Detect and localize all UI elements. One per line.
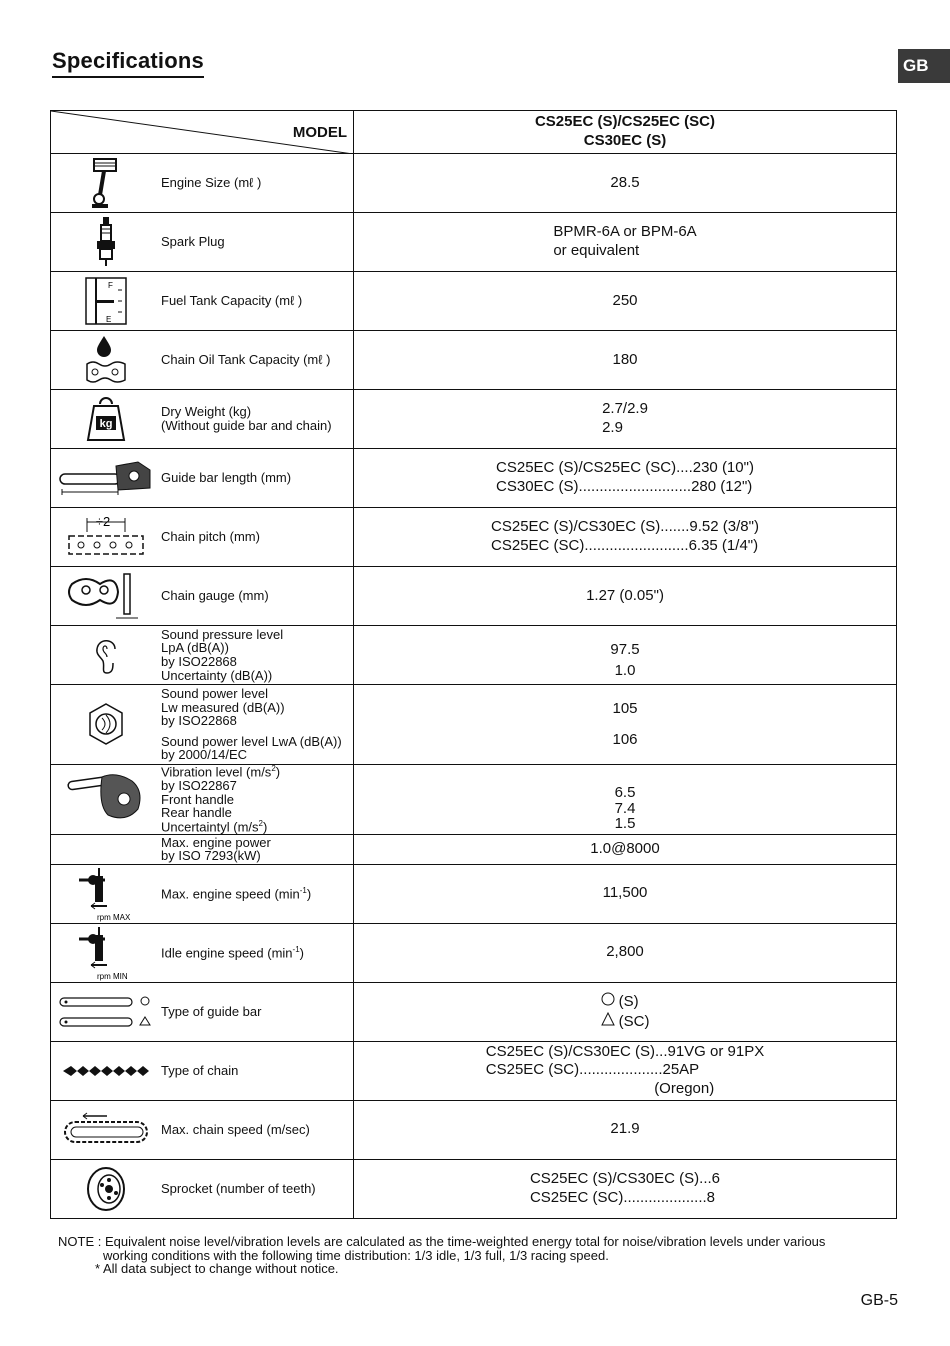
circle-symbol-icon <box>601 992 615 1006</box>
row-guide-bar-length <box>51 449 897 508</box>
vibration-value-1: 6.5 <box>614 783 636 801</box>
row-chain-speed <box>51 1100 897 1159</box>
chain-gauge-icon <box>51 570 161 622</box>
row-sprocket <box>51 1159 897 1218</box>
vibration-label-3: Front handle <box>161 791 234 807</box>
model-values <box>354 111 897 154</box>
row-spark-plug <box>51 213 897 272</box>
fuel-tank-value: 250 <box>354 272 897 331</box>
row-sound-power <box>51 685 897 765</box>
spark-plug-value-2: or equivalent <box>553 242 640 259</box>
weight-icon-text: kg <box>99 418 113 430</box>
sound-power-label-2: Lw measured (dB(A)) <box>161 699 285 715</box>
sound-power-label-1: Sound power level <box>161 685 268 701</box>
chain-oil-value: 180 <box>354 331 897 390</box>
vibration-value-2: 7.4 <box>614 799 636 817</box>
page-title: Specifications <box>52 48 204 78</box>
ear-icon <box>51 633 161 677</box>
chain-pitch-icon <box>51 514 161 560</box>
sound-pressure-label <box>161 628 283 683</box>
sound-pressure-value <box>354 626 897 685</box>
vibration-value <box>354 765 897 835</box>
sprocket-value-1: CS25EC (S)/CS30EC (S)...6 <box>529 1170 721 1188</box>
sound-power-value-2: 106 <box>612 730 638 748</box>
guide-bar-type-label: Type of guide bar <box>161 1004 262 1020</box>
chain-gauge-value: 1.27 (0.05") <box>354 567 897 626</box>
row-chain-pitch <box>51 508 897 567</box>
guide-bar-type-value <box>354 982 897 1041</box>
idle-speed-value: 2,800 <box>354 923 897 982</box>
vibration-label-1-text: Vibration level (m/s <box>161 764 272 780</box>
row-sound-pressure <box>51 626 897 685</box>
piston-icon <box>51 157 161 209</box>
idle-speed-label: Idle engine speed $(\min^{-1})$ <box>161 944 304 961</box>
chain-pitch-icon-text: ÷2 <box>95 514 111 529</box>
vibration-value-3: 1.5 <box>614 815 636 833</box>
vibration-label-1: Vibration level $(m/s^2)$ <box>161 764 281 780</box>
sound-power-icon <box>51 702 161 746</box>
crankshaft-min-icon <box>51 925 161 981</box>
guide-bar-type-value-1: (S) <box>618 993 639 1011</box>
engine-size-value: 28.5 <box>354 154 897 213</box>
max-power-value: 1.0@8000 <box>354 834 897 864</box>
row-chain-type <box>51 1041 897 1100</box>
row-chain-oil <box>51 331 897 390</box>
max-speed-value: 11,500 <box>354 864 897 923</box>
guide-bar-length-value-1: CS25EC (S)/CS25EC (SC)....230 (10") <box>496 459 754 477</box>
language-tab: GB <box>898 49 950 83</box>
max-power-label <box>161 836 271 863</box>
model-line-1: CS25EC (S)/CS25EC (SC) <box>534 113 716 131</box>
chain-type-value <box>354 1041 897 1100</box>
vibration-label-4: Rear handle <box>161 805 232 821</box>
model-header-cell <box>51 111 354 154</box>
dry-weight-value-2: 2.9 <box>602 419 623 436</box>
chainsaw-bar-icon <box>51 458 161 498</box>
sound-pressure-label-3: by ISO22868 <box>161 654 237 669</box>
idle-speed-caption: rpm MIN <box>97 971 128 981</box>
dry-weight-label-1: Dry Weight (kg) <box>161 404 252 420</box>
chain-pitch-label: Chain pitch (mm) <box>161 529 260 545</box>
triangle-symbol-icon <box>601 1012 615 1026</box>
dry-weight-value <box>354 390 897 449</box>
vibration-label <box>161 765 280 834</box>
fuel-gauge-icon <box>51 276 161 326</box>
model-label: MODEL <box>292 124 347 141</box>
header-row <box>51 111 897 154</box>
vibration-label-5-text: Uncertaintyl (m/s <box>161 819 259 835</box>
row-vibration <box>51 765 897 835</box>
sprocket-value <box>354 1159 897 1218</box>
oil-drop-chain-icon <box>51 334 161 386</box>
chainsaw-vibration-icon <box>51 771 161 827</box>
sound-power-label-5: by 2000/14/EC <box>161 747 248 763</box>
chain-pitch-value-2: CS25EC (SC).........................6.35 (1/4") <box>491 537 759 554</box>
chain-speed-icon <box>51 1110 161 1150</box>
engine-size-label: Engine Size (mℓ ) <box>161 175 262 191</box>
note-line-2: working conditions with the following time distribution: 1/3 idle, 1/3 full, 1/3 racing speed. <box>103 1247 609 1263</box>
chain-type-value-3: (Oregon) <box>654 1080 715 1098</box>
spark-plug-value-1: BPMR-6A or BPM-6A <box>553 223 697 241</box>
sound-power-label <box>161 687 342 762</box>
fuel-icon-f: F <box>108 281 113 290</box>
fuel-icon-e: E <box>106 315 112 324</box>
guide-bar-type-value-2: (SC) <box>618 1012 650 1030</box>
sound-pressure-value-1: 97.5 <box>610 641 640 659</box>
sound-pressure-label-4: Uncertainty (dB(A)) <box>161 667 273 683</box>
guide-bar-types-icon <box>51 992 161 1032</box>
sound-power-value-1: 105 <box>612 699 638 717</box>
row-dry-weight <box>51 390 897 449</box>
chain-type-label: Type of chain <box>161 1063 239 1079</box>
page-number: GB-5 <box>860 1292 898 1309</box>
spark-plug-icon <box>51 216 161 268</box>
row-idle-speed <box>51 923 897 982</box>
guide-bar-length-label: Guide bar length (mm) <box>161 470 292 486</box>
sprocket-icon <box>51 1165 161 1213</box>
chain-speed-label: Max. chain speed (m/sec) <box>161 1122 310 1138</box>
vibration-label-5: Uncertaintyl $(m/s^2)$ <box>161 818 268 835</box>
sound-power-value <box>354 685 897 765</box>
max-power-label-1: Max. engine power <box>161 834 271 850</box>
specifications-table <box>50 110 897 1219</box>
dry-weight-label-2: (Without guide bar and chain) <box>161 418 332 433</box>
chain-oil-label: Chain Oil Tank Capacity (mℓ ) <box>161 352 331 368</box>
dry-weight-value-1: 2.7/2.9 <box>602 400 648 418</box>
fuel-tank-label: Fuel Tank Capacity (mℓ ) <box>161 293 303 309</box>
footnote <box>58 1235 898 1276</box>
row-chain-gauge <box>51 567 897 626</box>
chain-gauge-label: Chain gauge (mm) <box>161 588 269 604</box>
chain-icon <box>51 1063 161 1079</box>
max-speed-label-text: Max. engine speed (min <box>161 886 300 902</box>
guide-bar-length-value <box>354 449 897 508</box>
max-speed-caption: rpm MAX <box>97 912 131 922</box>
sound-power-label-3: by ISO22868 <box>161 713 237 729</box>
sound-pressure-label-2: LpA (dB(A)) <box>161 640 229 656</box>
crankshaft-max-icon <box>51 866 161 922</box>
note-line-3: * All data subject to change without notice. <box>95 1261 339 1277</box>
row-fuel-tank <box>51 272 897 331</box>
max-power-label-2: by ISO 7293(kW) <box>161 848 261 864</box>
sprocket-value-2: CS25EC (SC)....................8 <box>529 1188 716 1206</box>
chain-type-value-1: CS25EC (S)/CS30EC (S)...91VG or 91PX <box>485 1042 765 1060</box>
weight-icon <box>51 394 161 444</box>
chain-pitch-value-1: CS25EC (S)/CS30EC (S).......9.52 (3/8") <box>491 518 759 536</box>
chain-pitch-value <box>354 508 897 567</box>
vibration-label-2: by ISO22867 <box>161 777 237 793</box>
row-guide-bar-type <box>51 982 897 1041</box>
row-max-speed <box>51 864 897 923</box>
chain-speed-value: 21.9 <box>354 1100 897 1159</box>
sound-pressure-label-1: Sound pressure level <box>161 626 284 642</box>
sound-power-label-4: Sound power level LwA (dB(A)) <box>161 733 342 749</box>
dry-weight-label <box>161 405 332 432</box>
model-line-2: CS30EC (S) <box>583 132 667 149</box>
row-max-power <box>51 834 897 864</box>
note-line-1: NOTE : Equivalent noise level/vibration levels are calculated as the time-weighted energy total for noise/vibration levels under various <box>58 1234 826 1249</box>
row-engine-size <box>51 154 897 213</box>
spark-plug-label: Spark Plug <box>161 234 225 250</box>
guide-bar-length-value-2: CS30EC (S)...........................280 (12") <box>496 478 753 495</box>
sprocket-label: Sprocket (number of teeth) <box>161 1181 316 1197</box>
max-speed-label: Max. engine speed $(\min^{-1})$ <box>161 885 312 902</box>
idle-speed-label-text: Idle engine speed (min <box>161 945 293 961</box>
chain-type-value-2: CS25EC (SC)....................25AP <box>485 1061 700 1079</box>
sound-pressure-value-2: 1.0 <box>614 662 636 679</box>
spark-plug-value <box>354 213 897 272</box>
